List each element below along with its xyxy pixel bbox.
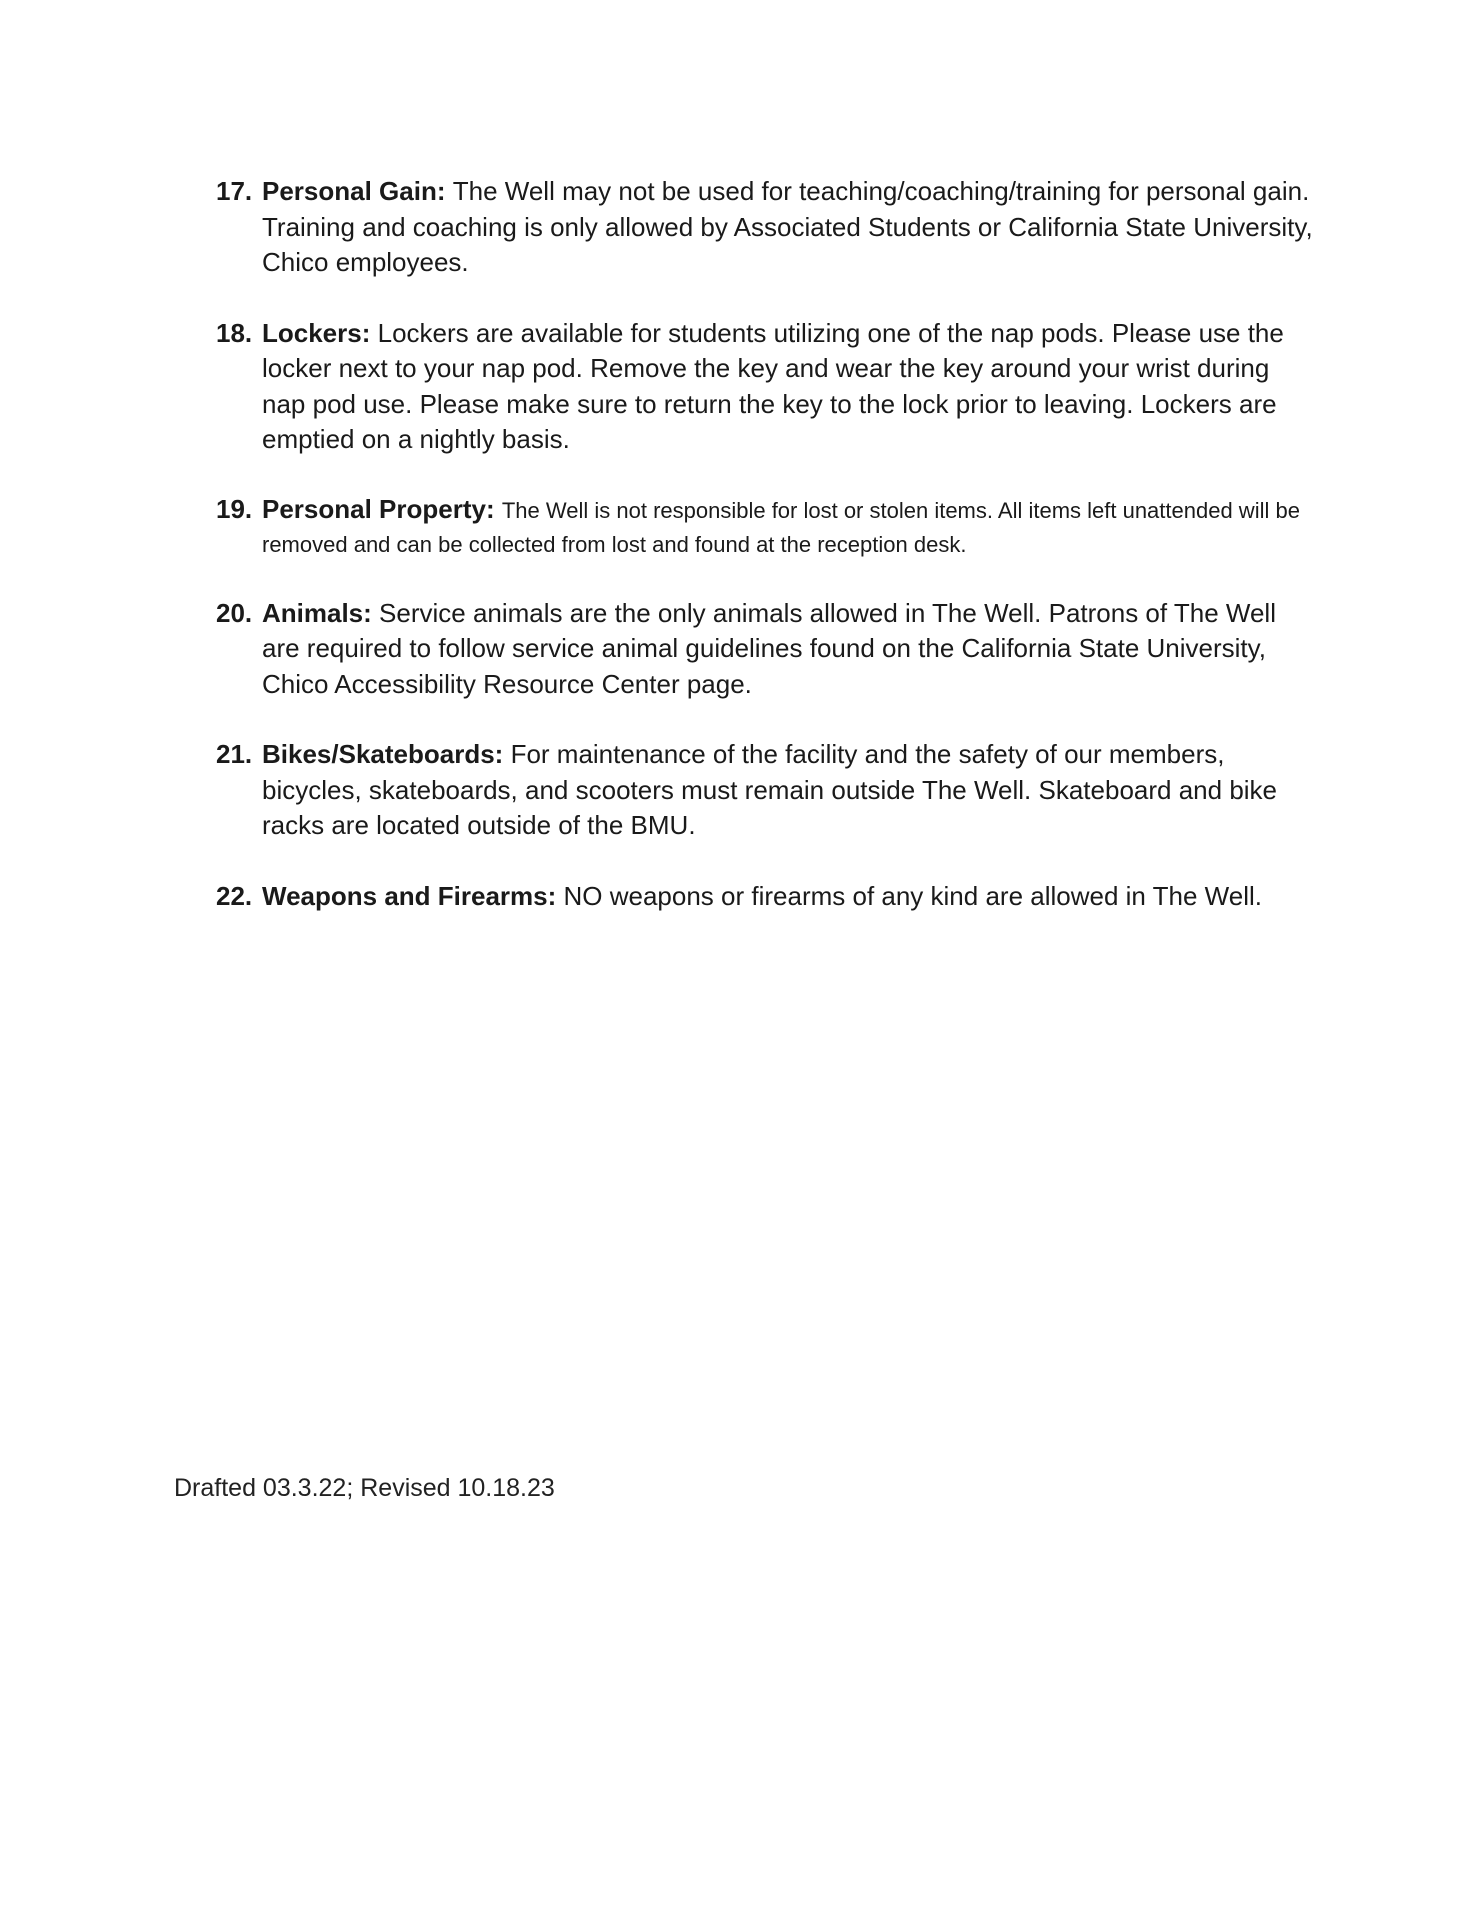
rule-body: Lockers are available for students utilizing one of the nap pods. Please use the locker next to your nap pod. Remove the key and wear the key around your wrist during nap pod use. Please make sure to return the key to the lock prior to leaving. Lockers are emptied on a nightly basis. xyxy=(262,317,1284,454)
rule-number: 20. xyxy=(216,597,253,628)
rule-body: NO weapons or firearms of any kind are allowed in The Well. xyxy=(563,880,1262,911)
rule-number: 18. xyxy=(216,317,253,348)
rule-item-personal-gain xyxy=(216,174,1316,281)
rule-body: The Well may not be used for teaching/coaching/training for personal gain. Training and coaching is only allowed by Associated Students or California State University, Chico employees. xyxy=(262,176,1313,277)
rule-text xyxy=(262,174,1316,281)
rule-body: Service animals are the only animals allowed in The Well. Patrons of The Well are required to follow service animal guidelines found on the California State University, Chico Accessibility Resource Center page. xyxy=(262,597,1276,699)
rule-title: Bikes/Skateboards: xyxy=(262,739,511,769)
rule-text xyxy=(262,737,1316,844)
rule-item-animals xyxy=(216,596,1316,703)
rule-title: Lockers: xyxy=(262,317,378,348)
rule-text xyxy=(262,493,1316,561)
rule-title: Animals: xyxy=(262,597,380,628)
revision-footer: Drafted 03.3.22; Revised 10.18.23 xyxy=(174,1474,555,1502)
rules-list xyxy=(216,174,1316,949)
rule-item-lockers xyxy=(216,316,1316,458)
rule-number: 21. xyxy=(216,739,253,769)
rule-number: 17. xyxy=(216,176,253,206)
rule-title: Weapons and Firearms: xyxy=(262,880,564,911)
rule-item-bikes-skateboards xyxy=(216,737,1316,844)
rule-item-weapons-firearms xyxy=(216,879,1316,915)
rule-body: The Well is not responsible for lost or stolen items. All items left unattended will be removed and can be collected from lost and found at the reception desk. xyxy=(262,497,1300,557)
rule-item-personal-property xyxy=(216,493,1316,561)
rule-number: 22. xyxy=(216,880,253,911)
rule-title: Personal Property: xyxy=(262,493,502,524)
rule-text xyxy=(262,879,1316,915)
rule-number: 19. xyxy=(216,493,253,524)
rule-title: Personal Gain: xyxy=(262,176,453,206)
rule-text xyxy=(262,316,1316,458)
rule-body: For maintenance of the facility and the safety of our members, bicycles, skateboards, and scooters must remain outside The Well. Skateboard and bike racks are located outside of the BMU. xyxy=(262,739,1278,840)
rule-text xyxy=(262,596,1316,703)
